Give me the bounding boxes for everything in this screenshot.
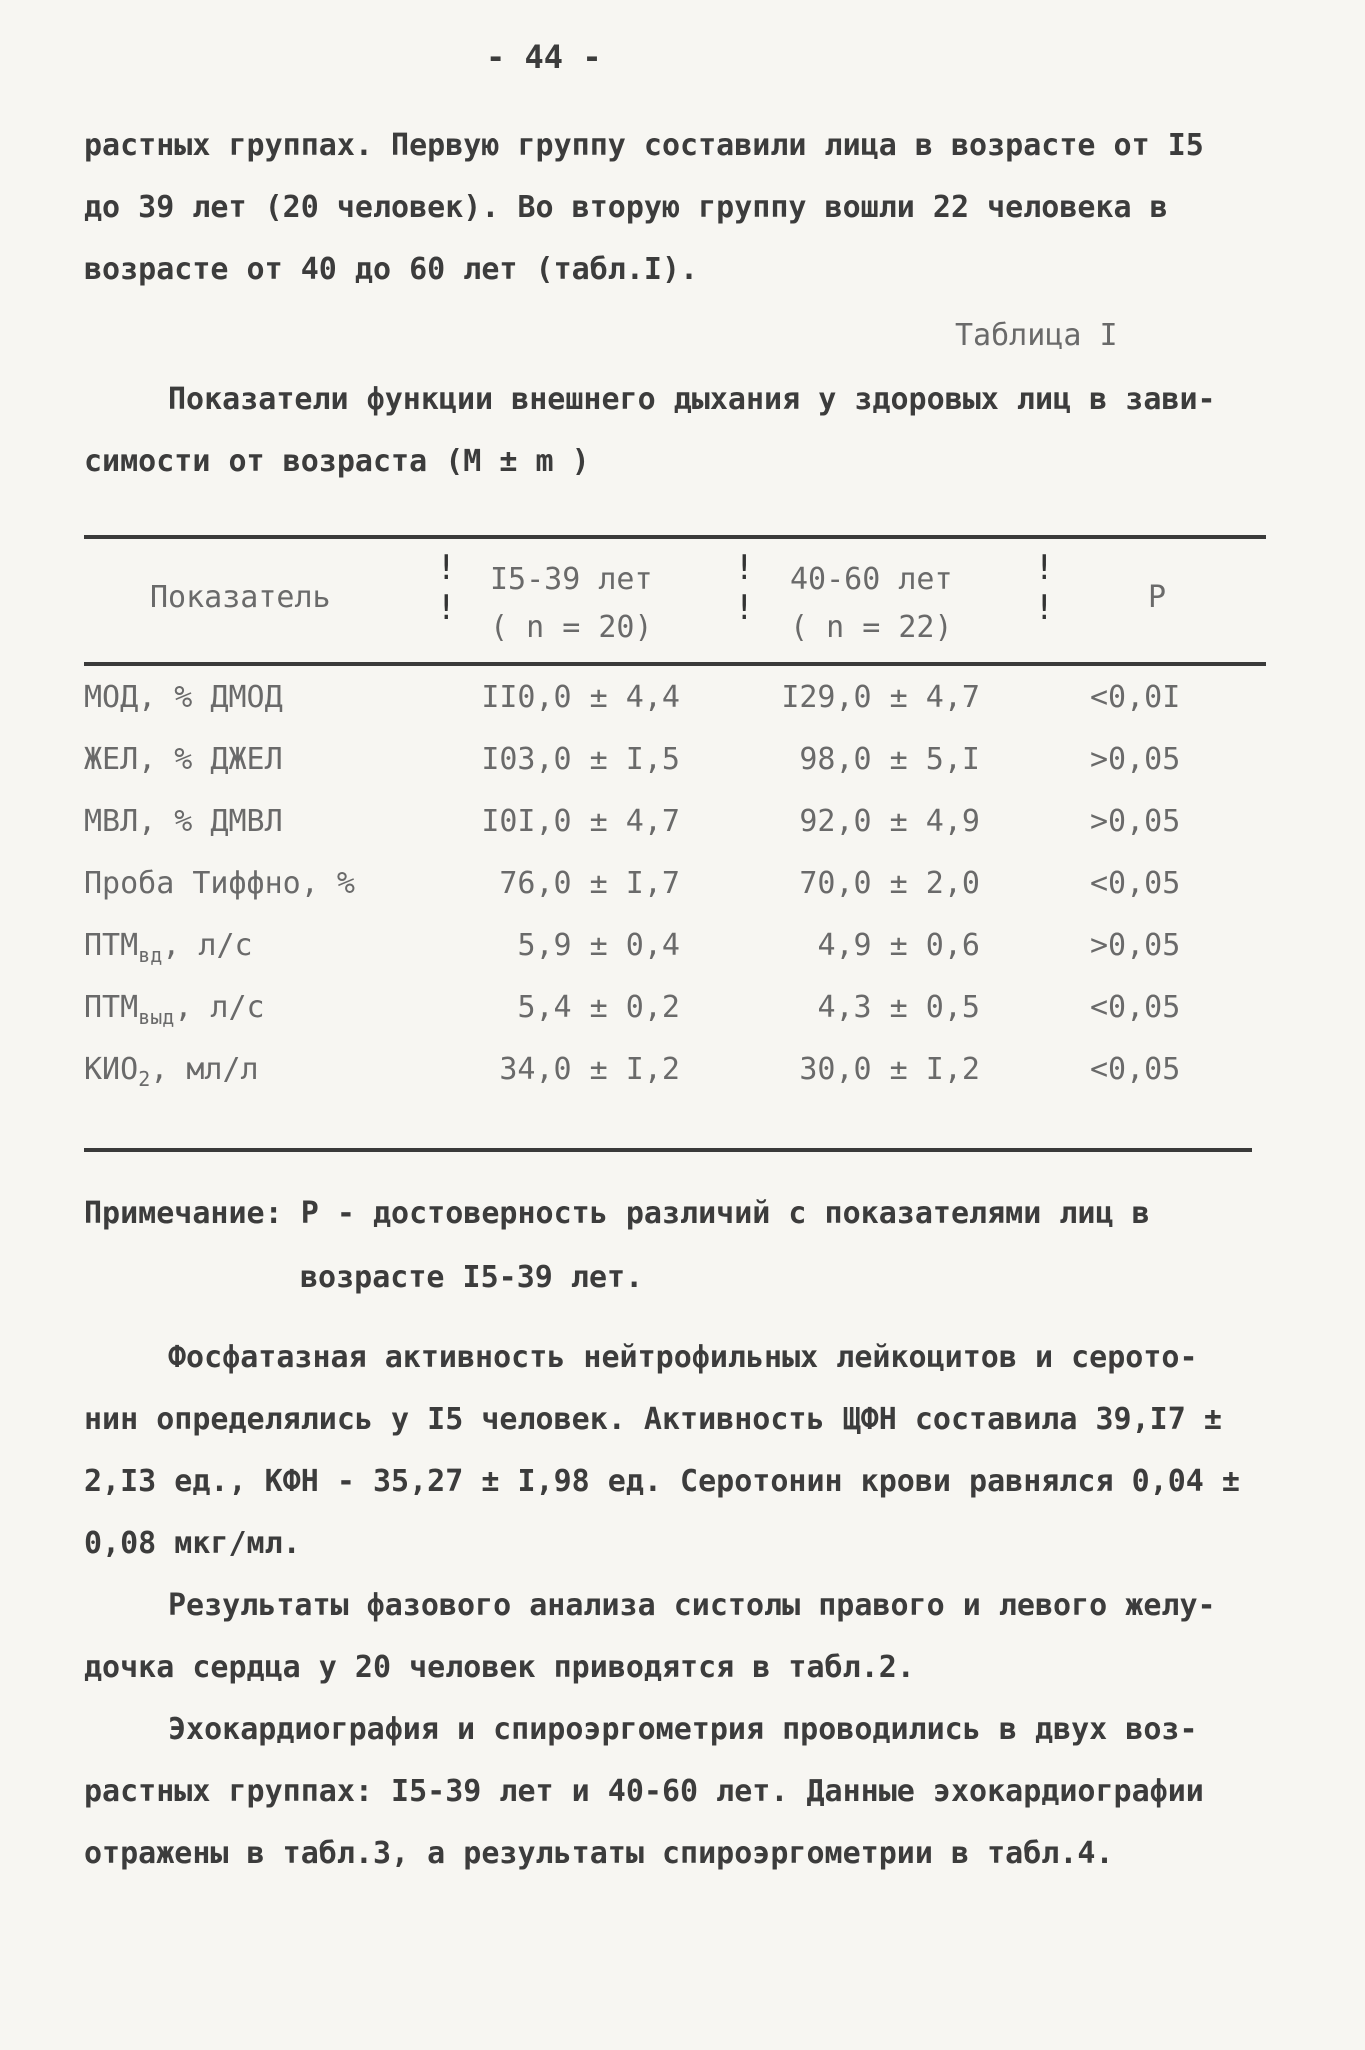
row-p-value: <0,05 [1090,1052,1181,1087]
row-indicator [84,804,283,843]
row-p-value: >0,05 [1090,928,1181,963]
intro-line-2: до 39 лет (20 человек). Во вторую группу вошли 22 человека в [84,190,1168,225]
row-indicator-name: ЖЕЛ, % ДЖЕЛ [84,742,283,777]
row-indicator-name: Проба Тиффно, % [84,866,355,901]
row-indicator [84,866,355,905]
note-line-1: Примечание: Р - достоверность различий с показателями лиц в [84,1196,1150,1231]
row-group1-value: 5,9 ± 0,4 [517,928,680,963]
row-indicator [84,990,265,1029]
row-group1-value: I0I,0 ± 4,7 [481,804,680,839]
column-divider: ! ! [1034,548,1055,628]
row-group1-value: II0,0 ± 4,4 [481,680,680,715]
row-p-value: <0,05 [1090,866,1181,901]
header-indicator: Показатель [150,580,331,615]
column-divider: ! ! [436,548,457,628]
row-group1-value: 76,0 ± I,7 [499,866,680,901]
row-indicator-subscript: 2 [138,1067,151,1091]
row-indicator-suffix: , л/с [162,928,253,963]
row-indicator [84,680,283,719]
row-p-value: <0,0I [1090,680,1181,715]
row-p-value: >0,05 [1090,742,1181,777]
row-group2-value: 92,0 ± 4,9 [799,804,980,839]
table-label: Таблица I [955,318,1118,353]
row-indicator-subscript: вд [138,943,163,967]
row-group2-value: 30,0 ± I,2 [799,1052,980,1087]
column-divider: ! ! [734,548,755,628]
table-top-rule [84,535,1266,539]
table-header-rule [84,662,1266,666]
row-indicator-name: КИО [84,1052,139,1087]
body-line-1: Фосфатазная активность нейтрофильных лейкоцитов и серото- [168,1340,1198,1375]
body-line-8: растных группах: I5-39 лет и 40-60 лет. Данные эхокардиографии [84,1774,1204,1809]
row-p-value: <0,05 [1090,990,1181,1025]
header-p: Р [1148,580,1167,615]
intro-line-1: растных группах. Первую группу составили лица в возрасте от I5 [84,128,1204,163]
body-line-9: отражены в табл.3, а результаты спироэргометрии в табл.4. [84,1836,1114,1871]
row-group2-value: I29,0 ± 4,7 [781,680,980,715]
row-indicator-name: ПТМ [84,990,139,1025]
row-group2-value: 98,0 ± 5,I [799,742,980,777]
row-indicator-name: ПТМ [84,928,139,963]
row-p-value: >0,05 [1090,804,1181,839]
body-line-3: 2,I3 ед., КФН - 35,27 ± I,98 ед. Серотонин крови равнялся 0,04 ± [84,1464,1240,1499]
row-indicator-subscript: выд [138,1005,175,1029]
header-group2-age: 40-60 лет [790,562,953,597]
body-line-2: нин определялись у I5 человек. Активность ЩФН составила 39,I7 ± [84,1402,1222,1437]
row-indicator [84,742,283,781]
table-caption-line-1: Показатели функции внешнего дыхания у здоровых лиц в зави- [168,382,1216,417]
page-number: - 44 - [486,38,602,76]
header-group2-n: ( n = 22) [790,610,953,645]
row-group1-value: 5,4 ± 0,2 [517,990,680,1025]
body-line-4: 0,08 мкг/мл. [84,1526,301,1561]
row-group2-value: 4,3 ± 0,5 [817,990,980,1025]
header-group1-age: I5-39 лет [490,562,653,597]
row-indicator [84,928,253,967]
row-group1-value: 34,0 ± I,2 [499,1052,680,1087]
body-line-7: Эхокардиография и спироэргометрия проводились в двух воз- [168,1712,1198,1747]
row-group2-value: 4,9 ± 0,6 [817,928,980,963]
note-line-2: возрасте I5-39 лет. [300,1260,644,1295]
table-caption-line-2: симости от возраста (М ± m ) [84,444,590,479]
row-group1-value: I03,0 ± I,5 [481,742,680,777]
row-indicator-name: МОД, % ДМОД [84,680,283,715]
body-line-6: дочка сердца у 20 человек приводятся в табл.2. [84,1650,915,1685]
table-bottom-rule [84,1148,1252,1152]
header-group1-n: ( n = 20) [490,610,653,645]
body-line-5: Результаты фазового анализа систолы правого и левого желу- [168,1588,1216,1623]
row-group2-value: 70,0 ± 2,0 [799,866,980,901]
row-indicator-suffix: , мл/л [150,1052,259,1087]
row-indicator [84,1052,259,1091]
intro-line-3: возрасте от 40 до 60 лет (табл.I). [84,252,699,287]
row-indicator-name: МВЛ, % ДМВЛ [84,804,283,839]
row-indicator-suffix: , л/с [174,990,265,1025]
